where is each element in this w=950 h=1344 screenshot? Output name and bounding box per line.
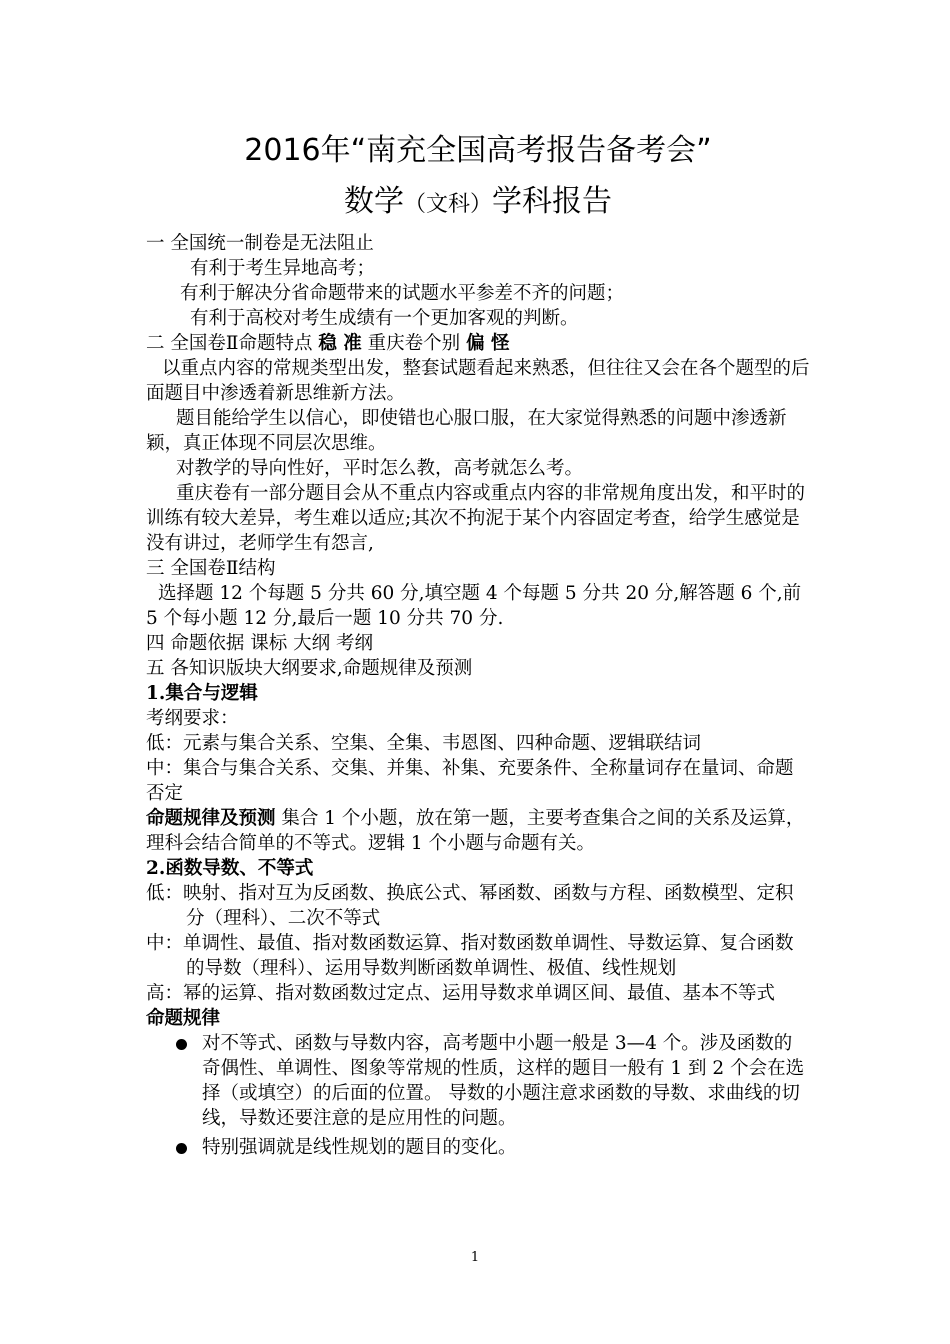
- topic-1-heading: 1.集合与逻辑: [146, 683, 258, 704]
- topic-2-heading: 2.函数导数、不等式: [146, 858, 314, 879]
- section-3-paragraph: 选择题 12 个每题 5 分共 60 分,填空题 4 个每题 5 分共 20 分,解答题 6 个,前 5 个每小题 12 分,最后一题 10 分共 70 分.: [146, 583, 802, 629]
- section-4-heading: 四 命题依据 课标 大纲 考纲: [146, 633, 374, 654]
- topic-2-mid-level: 中：单调性、最值、指对数函数运算、指对数函数单调性、导数运算、复合函数的导数（理科）、运用导数判断函数单调性、极值、线性规划: [146, 933, 794, 979]
- section-2-keyword-stable: 稳 准: [318, 333, 362, 354]
- title-report: 学科报告: [492, 184, 612, 219]
- section-5-heading: 五 各知识版块大纲要求,命题规律及预测: [146, 658, 473, 679]
- topic-2-rule-label: 命题规律: [146, 1008, 221, 1029]
- section-2-paragraph-2: 题目能给学生以信心，即使错也心服口服，在大家觉得熟悉的问题中渗透新颖，真正体现不同层次思维。: [146, 408, 787, 454]
- topic-1-mid-level: 中：集合与集合关系、交集、并集、补集、充要条件、全称量词存在量词、命题否定: [146, 758, 794, 804]
- document-body: [146, 128, 810, 1164]
- topic-1-requirements-label: 考纲要求：: [146, 708, 239, 729]
- list-item: [146, 1031, 810, 1131]
- section-3-heading: 三 全国卷Ⅱ结构: [146, 558, 276, 579]
- topic-2-low-level: 低：映射、指对互为反函数、换底公式、幂函数、函数与方程、函数模型、定积分（理科）、二次不等式: [146, 883, 794, 929]
- section-2-keyword-odd: 偏 怪: [466, 333, 510, 354]
- section-2-paragraph-1: 以重点内容的常规类型出发，整套试题看起来熟悉，但往往又会在各个题型的后面题目中渗透着新思维新方法。: [146, 358, 810, 404]
- section-2-paragraph-3: 对教学的导向性好，平时怎么教，高考就怎么考。: [176, 458, 584, 479]
- bullet-icon: [176, 1143, 187, 1154]
- section-1-line-2: 有利于解决分省命题带来的试题水平参差不齐的问题；: [180, 283, 625, 304]
- topic-1-rule: [146, 806, 810, 856]
- topic-1-low-level: 低：元素与集合关系、空集、全集、韦恩图、四种命题、逻辑联结词: [146, 733, 702, 754]
- title-line-1: 2016年“南充全国高考报告备考会”: [244, 133, 712, 168]
- title-track: （文科）: [403, 192, 492, 217]
- title-line-2: [146, 180, 810, 227]
- section-2-heading-text: 二 全国卷Ⅱ命题特点: [146, 333, 319, 354]
- topic-2-rule-list: [146, 1031, 810, 1160]
- topic-1-rule-label: 命题规律及预测: [146, 808, 276, 829]
- section-1-line-3: 有利于高校对考生成绩有一个更加客观的判断。: [190, 308, 579, 329]
- title-subject: 数学: [343, 184, 404, 219]
- list-item-text: 对不等式、函数与导数内容，高考题中小题一般是 3—4 个。涉及函数的奇偶性、单调性、图象等常规的性质，这样的题目一般有 1 到 2 个会在选择（或填空）的后面的位置。 导数的小题注意求函数的导数、求曲线的切线，导数还要注意的是应用性的问题。: [202, 1033, 805, 1129]
- topic-1-rule-text: 集合 1 个小题，放在第一题，主要考查集合之间的关系及运算，理科会结合简单的不等式。逻辑 1 个小题与命题有关。: [146, 808, 805, 854]
- page-number: 1: [470, 1250, 480, 1265]
- section-1-line-1: 有利于考生异地高考；: [190, 258, 376, 279]
- list-item-text: 特别强调就是线性规划的题目的变化。: [202, 1137, 517, 1158]
- section-2-paragraph-4: 重庆卷有一部分题目会从不重点内容或重点内容的非常规角度出发，和平时的训练有较大差异，考生难以适应;其次不拘泥于某个内容固定考查，给学生感觉是没有讲过，老师学生有怨言,: [146, 483, 806, 554]
- list-item: [146, 1135, 810, 1160]
- section-2-heading: [146, 331, 810, 356]
- bullet-icon: [176, 1039, 187, 1050]
- topic-2-high-level: 高：幂的运算、指对数函数过定点、运用导数求单调区间、最值、基本不等式: [146, 983, 776, 1004]
- section-2-heading-text-2: 重庆卷个别: [361, 333, 467, 354]
- section-1-heading: 一 全国统一制卷是无法阻止: [146, 233, 374, 254]
